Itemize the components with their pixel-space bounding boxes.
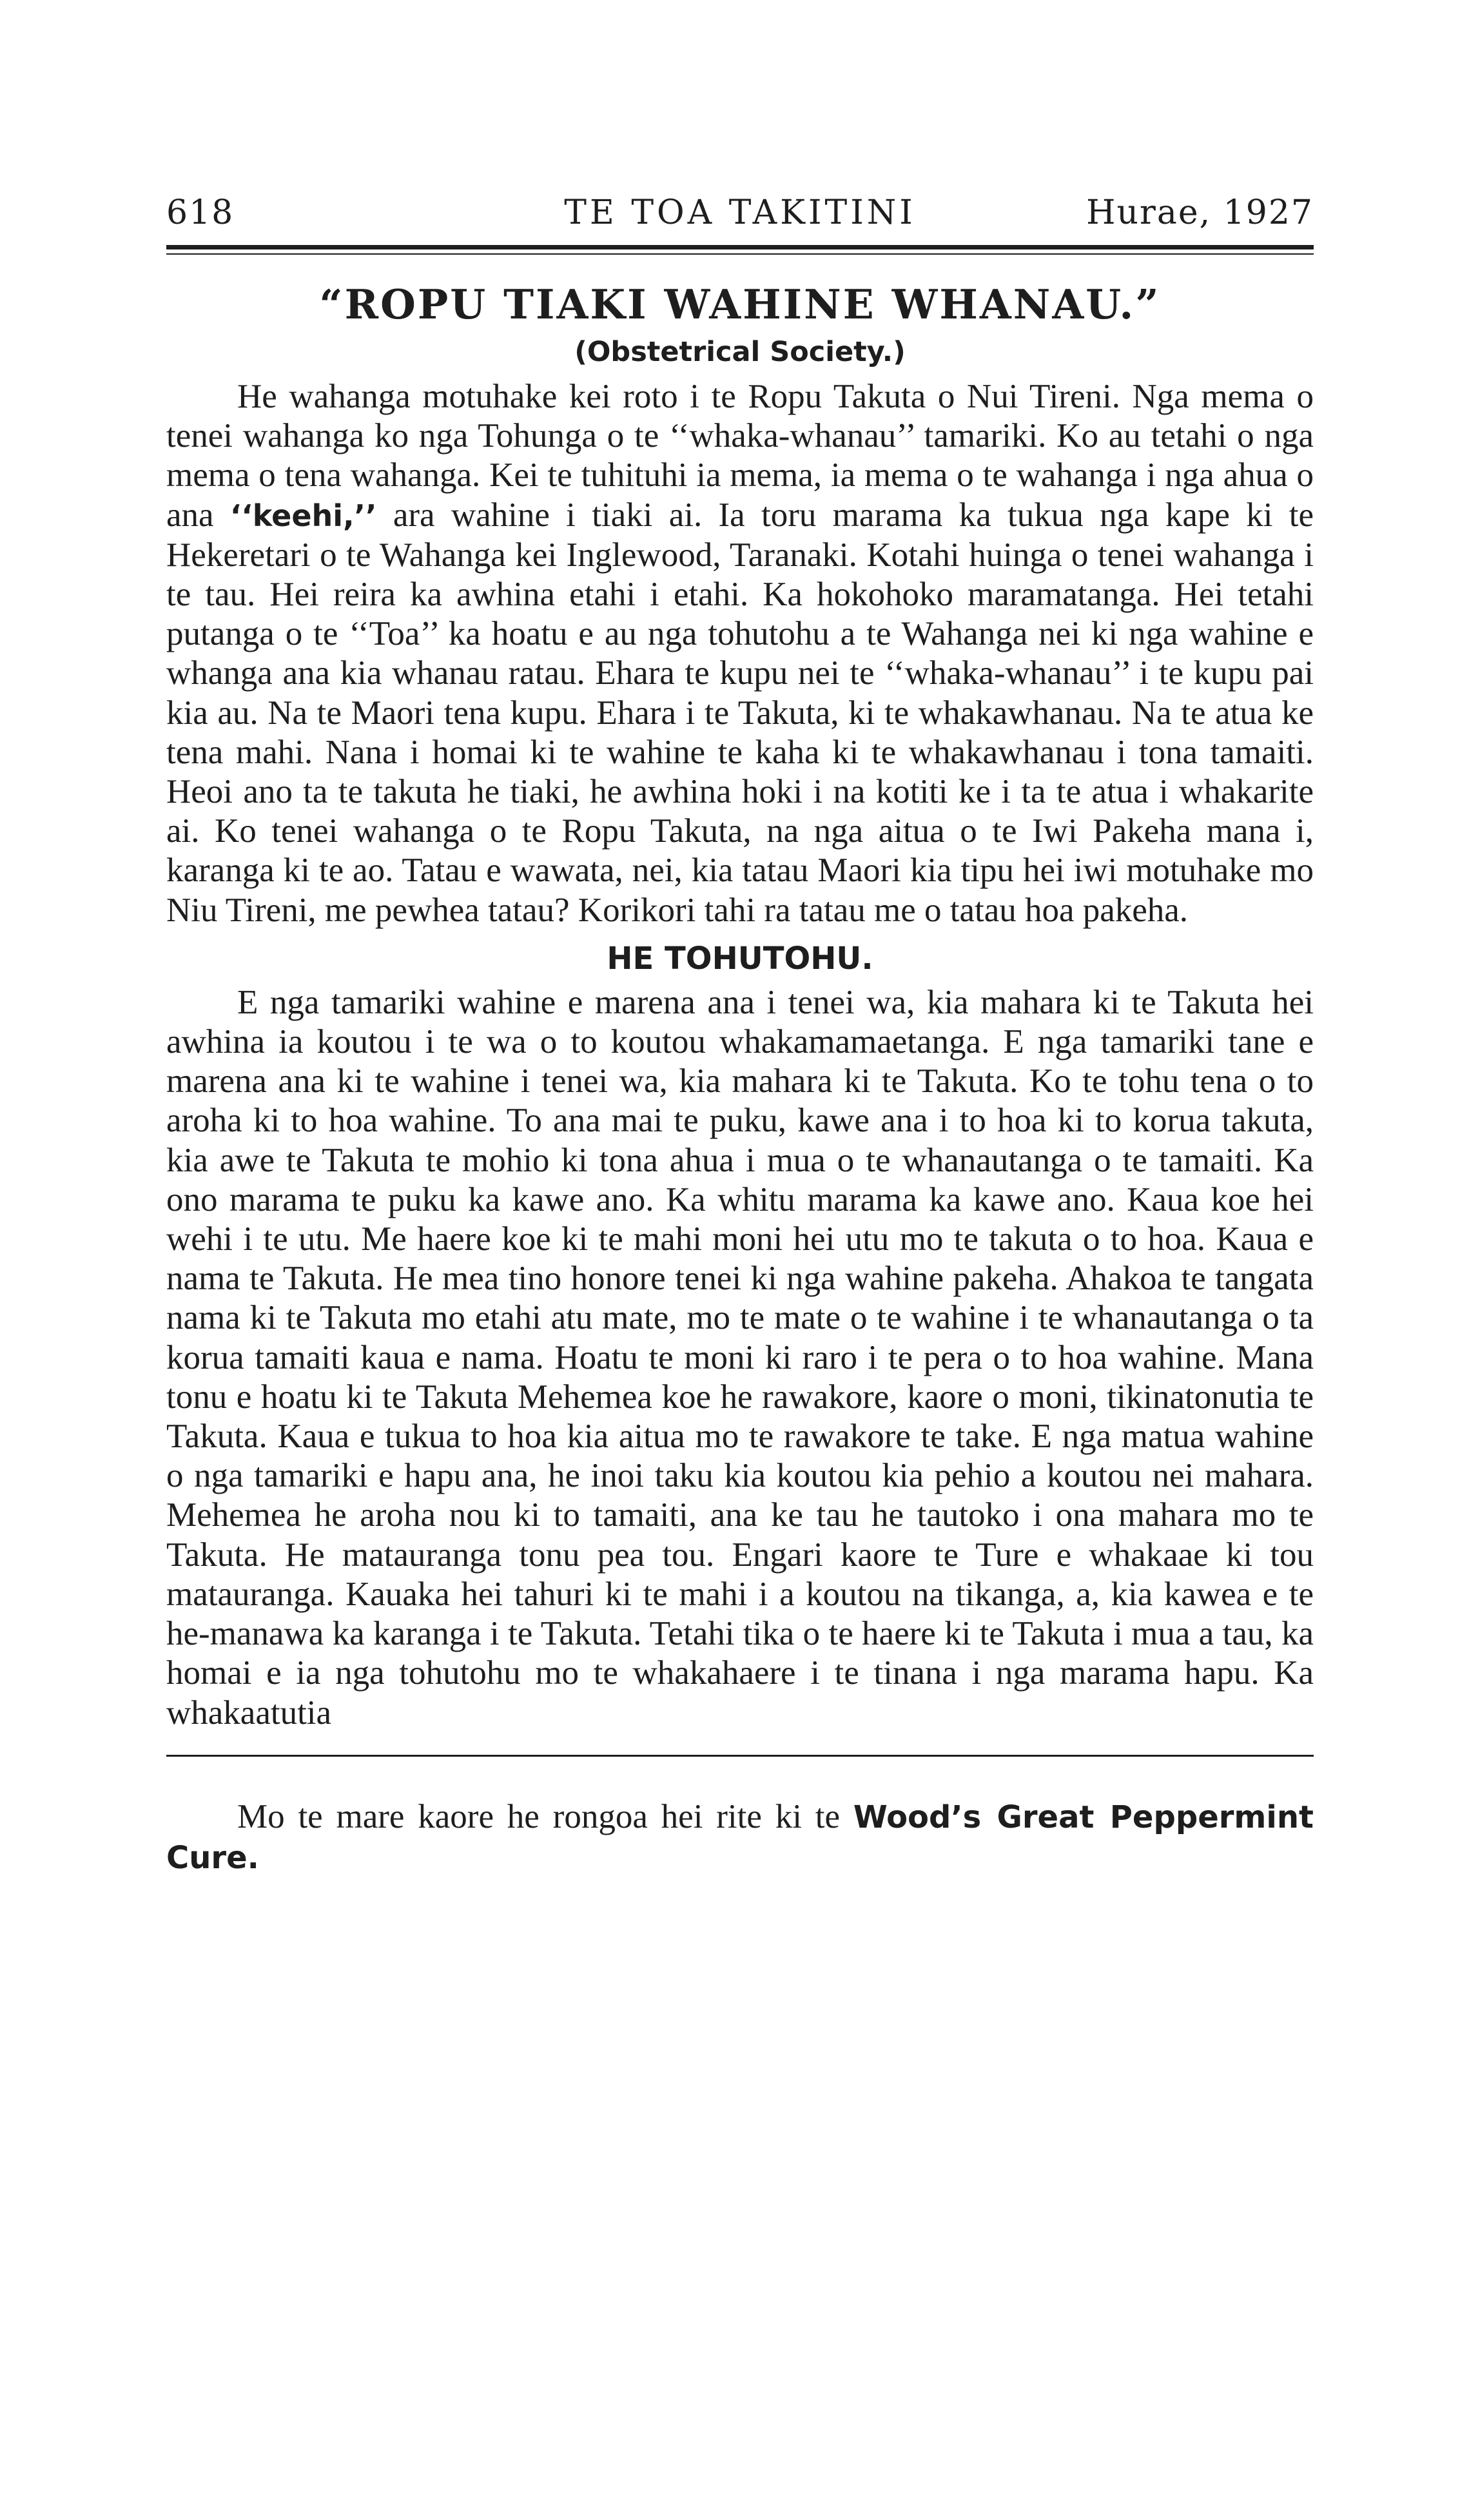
advertisement-text: Mo te mare kaore he rongoa hei rite ki te xyxy=(237,1797,853,1835)
intro-text-part2: ara wahine i tiaki ai. Ia toru marama ka tukua nga kape ki te Hekeretari o te Wahanga kei Inglewood, Taranaki. Kotahi huinga o tenei wahanga i te tau. Hei reira ka awhina etahi i etahi. Ka hokohoko maramatanga. Hei tetahi putanga o te ‘‘Toa’’ ka hoatu e au nga tohutohu a te Wahanga nei ki nga wahine e whanga ana kia whanau ratau. Ehara te kupu nei te ‘‘whaka-whanau’’ i te kupu pai kia au. Na te Maori tena kupu. Ehara i te Takuta, ki te whakawhanau. Na te atua ke tena mahi. Nana i homai ki te wahine te kaha ki te whakawhanau i tona tamaiti. Heoi ano ta te takuta he tiaki, he awhina hoki i na kotiti ke i ta te atua i whakarite ai. Ko tenei wahanga o te Ropu Takuta, na nga aitua o te Iwi Pakeha mana i, karanga ki te ao. Tatau e wawata, nei, kia tatau Maori kia tipu hei iwi motuhake mo Niu Tireni, me pewhea tatau? Korikori tahi ra tatau me o tatau hoa pakeha. xyxy=(166,496,1314,929)
header-rule-thin xyxy=(166,253,1314,255)
advertisement-product: Wood’s Great Peppermint Cure. xyxy=(166,1799,1314,1876)
advertisement xyxy=(166,1797,1314,1878)
section-heading: HE TOHUTOHU. xyxy=(607,940,873,977)
page xyxy=(166,193,1314,1912)
page-number: 618 xyxy=(166,193,235,232)
body-paragraph: E nga tamariki wahine e marena ana i tenei wa, kia mahara ki te Takuta hei awhina ia koutou i te wa o to koutou whakamamaetanga. E nga tamariki tane e marena ana ki te wahine i tenei wa, kia mahara ki te Takuta. Ko te tohu tena o to aroha ki to hoa wahine. To ana mai te puku, kawe ana i to hoa ki to korua takuta, kia awe te Takuta te mohio ki tona ahua i mua o te whanautanga o te tamaiti. Ka ono marama te puku ka kawe ano. Ka whitu marama ka kawe ano. Kaua koe hei wehi i te utu. Me haere koe ki te mahi moni hei utu mo te takuta o to hoa. Kaua e nama te Takuta. He mea tino honore tenei ki nga wahine pakeha. Ahakoa te tangata nama ki te Takuta mo etahi atu mate, mo te mate o te wahine i te whanautanga o ta korua tamaiti kaua e nama. Hoatu te moni ki raro i te pera o to hoa wahine. Mana tonu e hoatu ki te Takuta Mehemea koe he rawakore, kaore o moni, tikinatonutia te Takuta. Kaua e tukua to hoa kia aitua mo te rawakore te take. E nga matua wahine o nga tamariki e hapu ana, he inoi taku kia koutou kia pehio a koutou nei mahara. Mehemea he aroha nou ki to tamaiti, ana ke tau he tautoko i ona mahara mo te Takuta. He matauranga tonu pea tou. Engari kaore te Ture e whakaae ki tou matauranga. Kauaka hei tahuri ki te mahi i a koutou na tikanga, a, kia kawea e te he-manawa ka karanga i te Takuta. Tetahi tika o te haere ki te Takuta i mua a tau, ka homai e ia nga tohutohu mo te whakahaere i te tinana i nga marama hapu. Ka whakaatutia xyxy=(166,983,1314,1732)
magazine-title: TE TOA TAKITINI xyxy=(564,193,916,232)
intro-text-part1: He wahanga motuhake kei roto i te Ropu Takuta o Nui Tireni. Nga mema o tenei wahanga ko nga Tohunga o te ‘‘whaka-whanau’’ tamariki. Ko au tetahi o nga mema o tena wahanga. Kei te tuhituhi ia mema, ia mema o te wahanga i nga ahua o ana xyxy=(166,378,1314,534)
issue-date: Hurae, 1927 xyxy=(1086,193,1314,232)
article-subtitle: (Obstetrical Society.) xyxy=(574,336,906,368)
intro-paragraph xyxy=(166,377,1314,930)
header-rule-thick xyxy=(166,245,1314,249)
running-head xyxy=(166,193,1314,245)
article-title: “ROPU TIAKI WAHINE WHANAU.” xyxy=(319,280,1161,328)
intro-bold-keehi: ‘‘keehi,’’ xyxy=(229,498,377,533)
footer-rule xyxy=(166,1755,1314,1757)
